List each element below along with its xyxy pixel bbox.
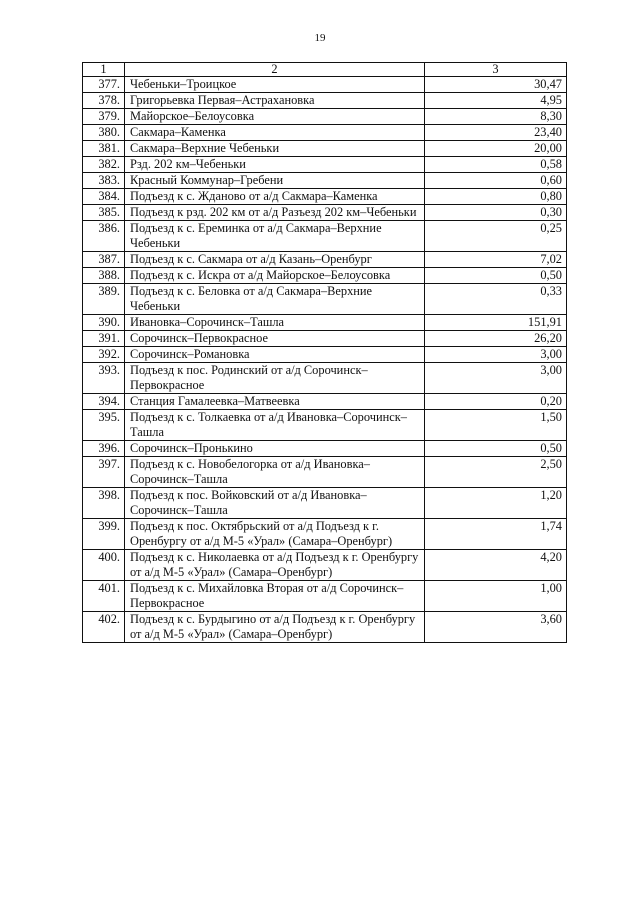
road-length: 7,02 <box>425 252 567 268</box>
row-number: 377. <box>83 77 125 93</box>
road-name: Сорочинск–Первокрасное <box>125 331 425 347</box>
road-length: 2,50 <box>425 457 567 488</box>
table-row <box>83 284 567 315</box>
road-length: 3,60 <box>425 612 567 643</box>
column-header-name: 2 <box>125 63 425 77</box>
row-number: 382. <box>83 157 125 173</box>
road-length: 0,25 <box>425 221 567 252</box>
table-row <box>83 173 567 189</box>
road-length: 26,20 <box>425 331 567 347</box>
road-name: Подъезд к рзд. 202 км от а/д Разъезд 202 км–Чебеньки <box>125 205 425 221</box>
row-number: 393. <box>83 363 125 394</box>
table-row <box>83 331 567 347</box>
road-length: 1,00 <box>425 581 567 612</box>
road-name: Подъезд к с. Николаевка от а/д Подъезд к г. Оренбургу от а/д М-5 «Урал» (Самара–Оренбург) <box>125 550 425 581</box>
page-number: 19 <box>314 32 326 44</box>
table-row <box>83 363 567 394</box>
row-number: 383. <box>83 173 125 189</box>
road-length: 3,00 <box>425 347 567 363</box>
road-length: 0,80 <box>425 189 567 205</box>
row-number: 396. <box>83 441 125 457</box>
row-number: 379. <box>83 109 125 125</box>
road-name: Подъезд к с. Беловка от а/д Сакмара–Верхние Чебеньки <box>125 284 425 315</box>
road-name: Григорьевка Первая–Астрахановка <box>125 93 425 109</box>
row-number: 386. <box>83 221 125 252</box>
road-name: Подъезд к пос. Родинский от а/д Сорочинск–Первокрасное <box>125 363 425 394</box>
row-number: 391. <box>83 331 125 347</box>
road-length: 0,33 <box>425 284 567 315</box>
column-header-length: 3 <box>425 63 567 77</box>
road-name: Красный Коммунар–Гребени <box>125 173 425 189</box>
road-name: Подъезд к с. Жданово от а/д Сакмара–Каменка <box>125 189 425 205</box>
road-length: 151,91 <box>425 315 567 331</box>
road-name: Майорское–Белоусовка <box>125 109 425 125</box>
table-row <box>83 268 567 284</box>
row-number: 402. <box>83 612 125 643</box>
table-row <box>83 109 567 125</box>
table-row <box>83 157 567 173</box>
road-name: Станция Гамалеевка–Матвеевка <box>125 394 425 410</box>
row-number: 390. <box>83 315 125 331</box>
row-number: 389. <box>83 284 125 315</box>
road-length: 1,74 <box>425 519 567 550</box>
table-body <box>83 77 567 643</box>
road-length: 0,50 <box>425 441 567 457</box>
road-length: 0,60 <box>425 173 567 189</box>
table-row <box>83 125 567 141</box>
road-name: Подъезд к с. Ереминка от а/д Сакмара–Верхние Чебеньки <box>125 221 425 252</box>
road-name: Сорочинск–Романовка <box>125 347 425 363</box>
table-header-row <box>83 63 567 77</box>
road-name: Подъезд к с. Толкаевка от а/д Ивановка–Сорочинск–Ташла <box>125 410 425 441</box>
road-name: Сакмара–Каменка <box>125 125 425 141</box>
column-header-number: 1 <box>83 63 125 77</box>
row-number: 378. <box>83 93 125 109</box>
road-length: 8,30 <box>425 109 567 125</box>
table-row <box>83 77 567 93</box>
road-length: 20,00 <box>425 141 567 157</box>
row-number: 397. <box>83 457 125 488</box>
road-name: Подъезд к с. Михайловка Вторая от а/д Сорочинск–Первокрасное <box>125 581 425 612</box>
table-row <box>83 441 567 457</box>
table-row <box>83 488 567 519</box>
table-row <box>83 315 567 331</box>
road-length: 4,95 <box>425 93 567 109</box>
row-number: 392. <box>83 347 125 363</box>
row-number: 395. <box>83 410 125 441</box>
road-length: 30,47 <box>425 77 567 93</box>
road-length: 3,00 <box>425 363 567 394</box>
table-row <box>83 581 567 612</box>
road-name: Подъезд к с. Новобелогорка от а/д Ивановка–Сорочинск–Ташла <box>125 457 425 488</box>
table-row <box>83 347 567 363</box>
road-length: 0,50 <box>425 268 567 284</box>
road-length: 4,20 <box>425 550 567 581</box>
row-number: 387. <box>83 252 125 268</box>
row-number: 385. <box>83 205 125 221</box>
row-number: 398. <box>83 488 125 519</box>
road-length: 0,30 <box>425 205 567 221</box>
row-number: 388. <box>83 268 125 284</box>
road-length: 1,20 <box>425 488 567 519</box>
road-name: Рзд. 202 км–Чебеньки <box>125 157 425 173</box>
row-number: 380. <box>83 125 125 141</box>
table-row <box>83 519 567 550</box>
table-row <box>83 189 567 205</box>
table-row <box>83 394 567 410</box>
table-row <box>83 205 567 221</box>
row-number: 394. <box>83 394 125 410</box>
road-name: Чебеньки–Троицкое <box>125 77 425 93</box>
table-row <box>83 612 567 643</box>
table-row <box>83 410 567 441</box>
road-name: Сакмара–Верхние Чебеньки <box>125 141 425 157</box>
table-row <box>83 252 567 268</box>
row-number: 381. <box>83 141 125 157</box>
row-number: 399. <box>83 519 125 550</box>
road-name: Подъезд к пос. Войковский от а/д Ивановка–Сорочинск–Ташла <box>125 488 425 519</box>
road-name: Подъезд к пос. Октябрьский от а/д Подъезд к г. Оренбургу от а/д М-5 «Урал» (Самара–Оренбург) <box>125 519 425 550</box>
road-length: 0,20 <box>425 394 567 410</box>
row-number: 400. <box>83 550 125 581</box>
table-row <box>83 457 567 488</box>
roads-table <box>82 62 567 643</box>
road-length: 23,40 <box>425 125 567 141</box>
table-row <box>83 221 567 252</box>
road-length: 0,58 <box>425 157 567 173</box>
table-row <box>83 141 567 157</box>
road-name: Сорочинск–Пронькино <box>125 441 425 457</box>
road-name: Подъезд к с. Искра от а/д Майорское–Белоусовка <box>125 268 425 284</box>
road-name: Ивановка–Сорочинск–Ташла <box>125 315 425 331</box>
table-row <box>83 550 567 581</box>
row-number: 401. <box>83 581 125 612</box>
table-row <box>83 93 567 109</box>
row-number: 384. <box>83 189 125 205</box>
road-name: Подъезд к с. Бурдыгино от а/д Подъезд к г. Оренбургу от а/д М-5 «Урал» (Самара–Оренбург) <box>125 612 425 643</box>
road-length: 1,50 <box>425 410 567 441</box>
road-name: Подъезд к с. Сакмара от а/д Казань–Оренбург <box>125 252 425 268</box>
